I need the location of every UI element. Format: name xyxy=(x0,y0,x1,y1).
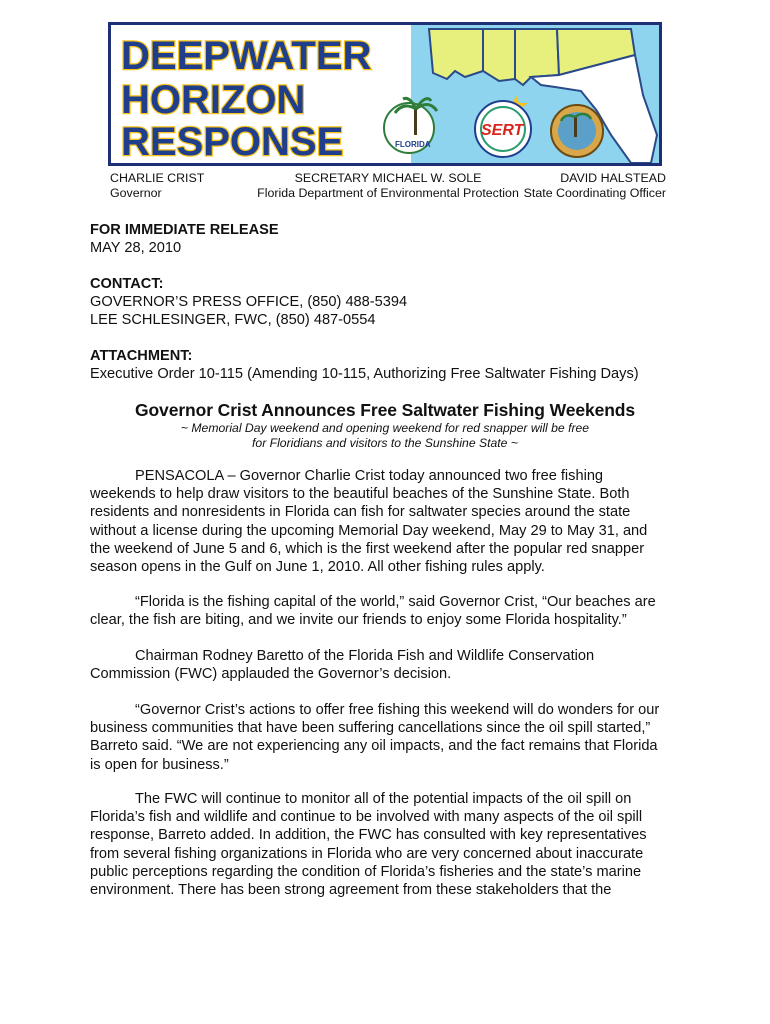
paragraph-line: response, Barreto added. In addition, the FWC has consulted with key representatives xyxy=(90,827,647,844)
banner-title-line-3: RESPONSE xyxy=(121,120,344,163)
attachment-text: Executive Order 10-115 (Amending 10-115, Authorizing Free Saltwater Fishing Days) xyxy=(90,366,639,382)
attachment-label: ATTACHMENT: xyxy=(90,348,193,364)
official-title: Governor xyxy=(110,186,162,200)
sert-text: SERT xyxy=(481,122,524,139)
deepwater-horizon-response-banner xyxy=(108,22,662,166)
paragraph-line: Commission (FWC) applauded the Governor’s decision. xyxy=(90,666,452,683)
paragraph-line: without a license during the upcoming Memorial Day weekend, May 29 to May 31, and xyxy=(90,522,648,539)
body-paragraph-5 xyxy=(90,790,690,899)
banner-title-line-2: HORIZON xyxy=(121,78,306,122)
paragraph-line: Barreto said. “We are not experiencing any oil impacts, and the fact remains that Florida xyxy=(90,738,658,755)
paragraph-line: residents and nonresidents in Florida can fish for saltwater species around the state xyxy=(90,504,631,521)
paragraph-line: the weekend of June 5 and 6, which is the first weekend after the popular red snapper xyxy=(90,540,645,557)
contact-line-1: GOVERNOR’S PRESS OFFICE, (850) 488-5394 xyxy=(90,294,408,310)
official-coordinating-officer xyxy=(524,171,666,201)
paragraph-line: is open for business.” xyxy=(90,756,229,773)
body-paragraph-1 xyxy=(90,467,690,576)
paragraph-line: The FWC will continue to monitor all of the potential impacts of the oil spill on xyxy=(135,791,632,807)
release-date: MAY 28, 2010 xyxy=(90,240,182,256)
mississippi-shape xyxy=(483,29,515,81)
contact-label: CONTACT: xyxy=(90,276,164,292)
paragraph-line: weekends to help draw visitors to the beautiful beaches of the Sunshine State. Both xyxy=(90,486,630,503)
paragraph-line: environment. There has been strong agreement from these stakeholders that the xyxy=(90,882,612,899)
paragraph-line: “Governor Crist’s actions to offer free fishing this weekend will do wonders for our xyxy=(135,702,660,718)
paragraph-line: season opens in the Gulf on June 1, 2010. All other fishing rules apply. xyxy=(90,559,545,576)
sert-emblem-logo xyxy=(475,101,531,157)
banner-graphic xyxy=(111,25,659,163)
body-paragraph-3 xyxy=(90,647,690,683)
official-title: State Coordinating Officer xyxy=(523,186,666,200)
contact-line-2: LEE SCHLESINGER, FWC, (850) 487-0554 xyxy=(90,312,376,328)
paragraph-line: PENSACOLA – Governor Charlie Crist today announced two free fishing xyxy=(135,468,604,484)
paragraph-line: “Florida is the fishing capital of the world,” said Governor Crist, “Our beaches are xyxy=(135,594,656,610)
paragraph-line: clear, the fish are biting, and we invite our friends to enjoy some Florida hospitality.” xyxy=(90,612,627,629)
press-release-headline: Governor Crist Announces Free Saltwater Fishing Weekends xyxy=(134,400,636,420)
florida-seal-text: FLORIDA xyxy=(395,140,431,149)
paragraph-line: from several fishing organizations in Florida who are very concerned about inaccurate xyxy=(90,845,644,862)
paragraph-line: Florida’s fish and wildlife and continue to be involved with many aspects of the oil spill xyxy=(90,809,643,826)
body-paragraph-4 xyxy=(90,701,690,774)
official-title: Florida Department of Environmental Protection xyxy=(257,186,519,200)
louisiana-shape xyxy=(429,29,483,79)
release-label: FOR IMMEDIATE RELEASE xyxy=(90,222,279,238)
paragraph-line: public perceptions regarding the condition of Florida’s fisheries and the state’s marine xyxy=(90,863,642,880)
official-name: SECRETARY MICHAEL W. SOLE xyxy=(294,171,482,185)
official-name: CHARLIE CRIST xyxy=(110,171,205,185)
official-name: DAVID HALSTEAD xyxy=(560,171,666,185)
state-seal-logo xyxy=(551,105,603,157)
subheadline-line-2: for Floridians and visitors to the Sunshine State ~ xyxy=(252,436,518,450)
body-paragraph-2 xyxy=(90,593,690,629)
paragraph-line: Chairman Rodney Baretto of the Florida Fish and Wildlife Conservation xyxy=(135,648,595,664)
paragraph-line: business communities that have been suffering cancellations since the oil spill started,” xyxy=(90,720,651,737)
subheadline-line-1: ~ Memorial Day weekend and opening weekend for red snapper will be free xyxy=(180,421,590,435)
banner-title-line-1: DEEPWATER xyxy=(121,34,372,78)
